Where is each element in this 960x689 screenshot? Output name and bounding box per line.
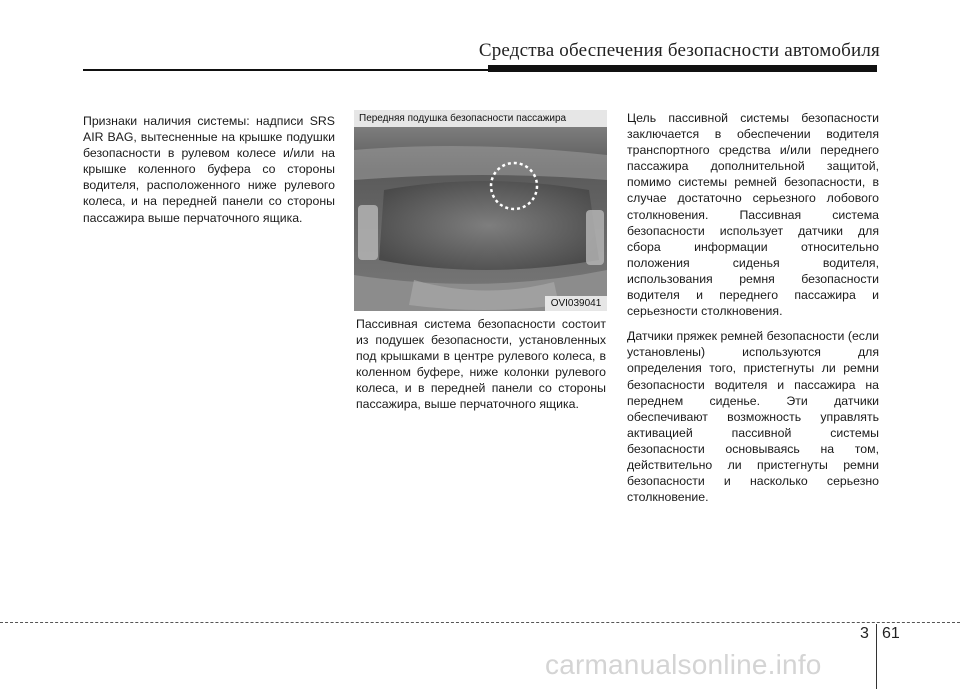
figure-code: OVI039041 — [545, 296, 607, 311]
footer-rule — [0, 622, 960, 623]
right-column-paragraph-1: Цель пассивной системы безопасности заключается в обеспечении водителя транспортного средства и/или переднего пассажира дополнительной защитой, помимо системы ремней безопасности, в случае достаточно серьезного лобового столкновения. Пассивная система безопасности использует датчики для сбора информации относительно положения сиденья водителя, использования ремня безопасности водителя и переднего пассажира и серьезности столкновения. — [627, 111, 879, 319]
page-header-title: Средства обеспечения безопасности автомобиля — [478, 40, 880, 61]
watermark: carmanualsonline.info — [545, 649, 822, 680]
header-rule-thin — [83, 69, 488, 71]
right-column — [627, 110, 879, 514]
airbag-figure — [354, 110, 607, 311]
dashboard-photo — [354, 110, 607, 311]
page-number: 61 — [882, 625, 900, 642]
footer-divider — [876, 624, 877, 689]
chapter-number: 3 — [860, 625, 869, 642]
header-rule-thick — [488, 65, 877, 72]
figure-caption: Передняя подушка безопасности пассажира — [354, 110, 607, 127]
middle-column-text: Пассивная система безопасности состоит из подушек безопасности, установленных под крышками в центре рулевого колеса, в коленном буфере, ниже колонки рулевого колеса, и в передней панели со стороны пассажира, выше перчаточного ящика. — [356, 317, 606, 412]
left-column-text: Признаки наличия системы: надписи SRS AIR BAG, вытесненные на крышке подушки безопасности в рулевом колесе и/или на крышке коленного буфера со стороны водителя, расположенного ниже рулевого колеса, и на передней панели со стороны пассажира выше перчаточного ящика. — [83, 114, 335, 225]
right-column-paragraph-2: Датчики пряжек ремней безопасности (если установлены) используются для определения того, пристегнуты ли ремни безопасности водителя и пассажира на переднем сиденье. Эти датчики обеспечивают возможность управлять активацией пассивной системы безопасности основываясь на том, действительно ли пристегнуты ремни безопасности и насколько серьезно столкновение. — [627, 329, 879, 505]
